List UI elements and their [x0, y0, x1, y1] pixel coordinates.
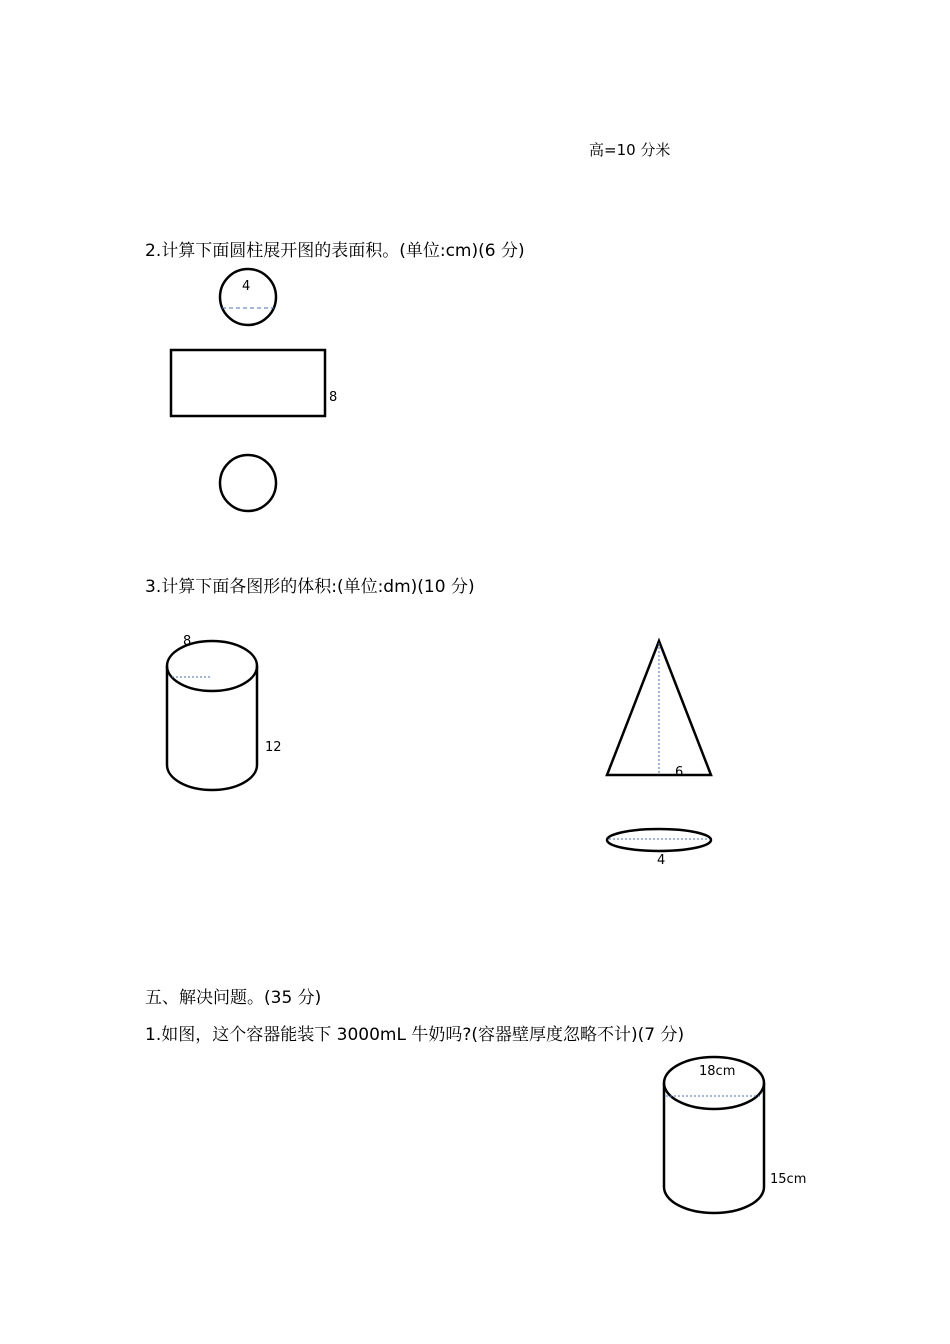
cone-base-ellipse	[607, 829, 711, 851]
cylinder-height-label: 12	[265, 740, 282, 755]
net-top-circle	[220, 269, 276, 325]
net-lateral-rectangle	[171, 350, 325, 416]
net-height-label: 8	[329, 390, 338, 405]
cone-height-label: 6	[675, 765, 684, 780]
cone-figure	[607, 641, 711, 851]
section-5-question-1: 1.如图，这个容器能装下 3000mL 牛奶吗?(容器壁厚度忽略不计)(7 分)	[145, 1025, 685, 1045]
net-bottom-circle	[220, 455, 276, 511]
cylinder-diameter-label: 8	[183, 634, 192, 649]
question-2-title: 2.计算下面圆柱展开图的表面积。(单位:cm)(6 分)	[145, 241, 525, 261]
cone-base-label: 4	[657, 853, 666, 868]
question-3-title: 3.计算下面各图形的体积:(单位:dm)(10 分)	[145, 577, 475, 597]
net-diameter-label: 4	[242, 279, 251, 294]
container-cylinder	[664, 1057, 764, 1213]
cylinder-bottom-arc	[167, 765, 257, 790]
container-bottom-arc	[664, 1187, 764, 1213]
section-5-title: 五、解决问题。(35 分)	[145, 988, 322, 1008]
container-height-label: 15cm	[770, 1172, 807, 1187]
container-diameter-label: 18cm	[699, 1064, 736, 1079]
height-note: 高=10 分米	[589, 141, 671, 159]
cylinder-net	[171, 269, 325, 511]
cylinder-top-ellipse	[167, 641, 257, 691]
cylinder-figure	[167, 641, 257, 790]
